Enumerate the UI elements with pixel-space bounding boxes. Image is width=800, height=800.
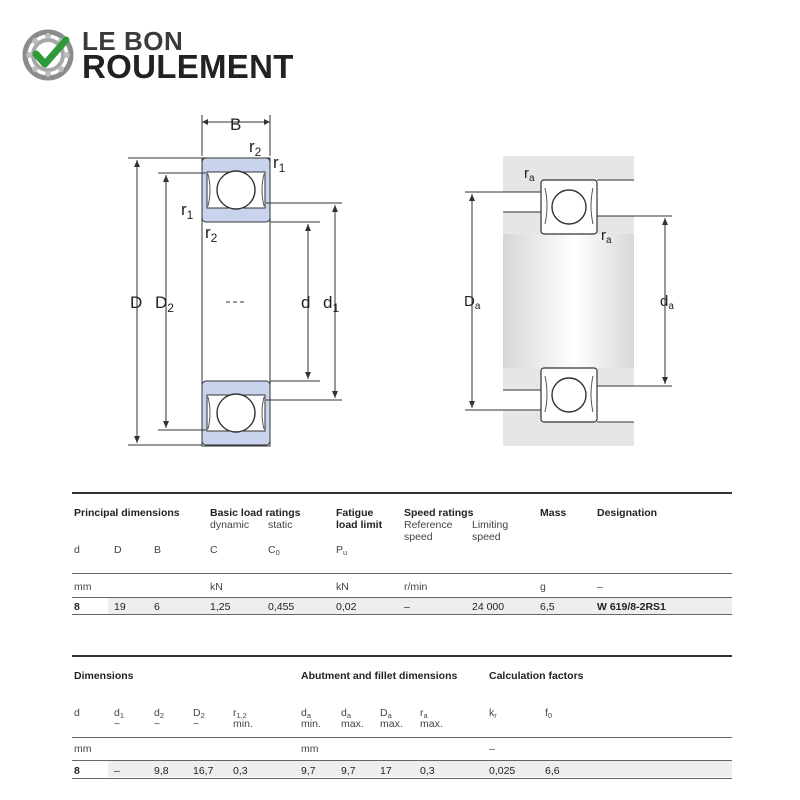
cell2-Da-max: 17 [380,765,392,777]
symbol2-d2-approx: ~ [154,718,161,730]
logo-text-line1: LE BON [82,26,184,56]
cell-d: 8 [74,601,80,613]
symbol-Pu: $P_u$ [336,544,348,557]
unit-rmin: r/min [404,581,428,593]
header-limiting: Limiting [472,519,509,531]
header-principal-dimensions: Principal dimensions [74,507,180,519]
symbol-d: d [74,544,80,556]
symbol2-d2: $d_2$ [154,707,165,720]
cell2-kr: 0,025 [489,765,516,777]
cell-reference-speed: – [404,601,410,613]
header-reference-speed: speed [404,531,433,543]
label-d1: $d_1$ [323,293,340,315]
symbol2-r12-min: min. [233,718,253,730]
unit-mm: mm [74,581,92,593]
dimensions-table [72,655,732,785]
bearing-technical-drawing [0,100,800,480]
cell2-da-min: 9,7 [301,765,316,777]
table2-top-rule [72,655,732,657]
cell2-da-max: 9,7 [341,765,356,777]
logo-bearing-icon [22,28,78,84]
cell-C: 1,25 [210,601,231,613]
logo-text-line2: ROULEMENT [82,48,294,85]
symbol-C0: $C_0$ [268,544,280,557]
cell2-r12: 0,3 [233,765,248,777]
symbol-D: D [114,544,122,556]
header-reference: Reference [404,519,453,531]
label-Da: $D_a$ [464,293,481,312]
symbol2-d1: $d_1$ [114,707,125,720]
brand-logo[interactable] [22,26,312,86]
cell2-d2: 9,8 [154,765,169,777]
header-load-limit: load limit [336,519,383,531]
cell-C0: 0,455 [268,601,295,613]
cell-B: 6 [154,601,160,613]
header-basic-load-ratings: Basic load ratings [210,507,301,519]
cell-limiting-speed: 24 000 [472,601,505,613]
unit-g: g [540,581,546,593]
symbol2-d1-approx: ~ [114,718,121,730]
cell-mass: 6,5 [540,601,555,613]
symbol2-ra-max-label: max. [420,718,443,730]
symbol2-kr: $k_r$ [489,707,497,720]
label-da: $d_a$ [660,293,674,312]
table-bottom-rule [72,614,732,615]
cell2-D2: 16,7 [193,765,214,777]
header-mass: Mass [540,507,567,519]
label-D: D [130,293,143,312]
unit-kn-load: kN [210,581,223,593]
label-r1-top: $r_1$ [273,153,286,175]
label-ra-top: $r_a$ [524,165,535,184]
symbol2-D2-approx: ~ [193,718,200,730]
symbol2-r12: $r_{1,2}$ [233,707,247,720]
label-ra-right: $r_a$ [601,227,612,246]
cell-D: 19 [114,601,126,613]
cell2-d1: – [114,765,120,777]
label-d: d [301,293,311,312]
header-static: static [268,519,293,531]
table2-bottom-rule [72,778,732,779]
bearing-section-left [128,115,342,446]
label-D2: $D_2$ [155,293,174,315]
symbol2-ra-max: $r_a$ [420,707,428,720]
bearing-mounting-right [465,156,672,446]
symbol-B: B [154,544,162,556]
table-top-rule [72,492,732,494]
table2-units-rule [72,737,732,738]
unit2-mm-abutment: mm [301,743,319,755]
cell-designation: W 619/8-2RS1 [597,601,666,613]
unit2-dash: – [489,743,495,755]
symbol2-da-min: $d_a$ [301,707,312,720]
header-designation: Designation [597,507,658,519]
symbol2-Da-max-label: max. [380,718,403,730]
symbol-C: C [210,544,218,556]
label-B: B [230,115,242,134]
header-limiting-speed: speed [472,531,501,543]
table-units-rule [72,573,732,574]
cell2-ra-max: 0,3 [420,765,435,777]
header-fatigue: Fatigue [336,507,374,519]
header-dimensions: Dimensions [74,670,134,682]
symbol2-da-max: $d_a$ [341,707,352,720]
unit2-mm: mm [74,743,92,755]
symbol2-d: d [74,707,80,719]
symbol2-f0: $f_0$ [545,707,553,720]
header-calculation-factors: Calculation factors [489,670,584,682]
unit-designation-dash: – [597,581,603,593]
header-dynamic: dynamic [210,519,250,531]
cell-Pu: 0,02 [336,601,357,613]
symbol2-Da-max: $D_a$ [380,707,392,720]
label-r2-top: $r_2$ [249,137,262,159]
symbol2-da-min-label: min. [301,718,321,730]
symbol2-D2: $D_2$ [193,707,205,720]
cell2-f0: 6,6 [545,765,560,777]
label-r2-left: $r_2$ [205,223,218,245]
symbol2-da-max-label: max. [341,718,364,730]
product-data-table [72,492,732,622]
cell2-d: 8 [74,765,80,777]
header-speed-ratings: Speed ratings [404,507,474,519]
header-abutment: Abutment and fillet dimensions [301,670,458,682]
unit-kn-fatigue: kN [336,581,349,593]
label-r1-left: $r_1$ [181,200,194,222]
